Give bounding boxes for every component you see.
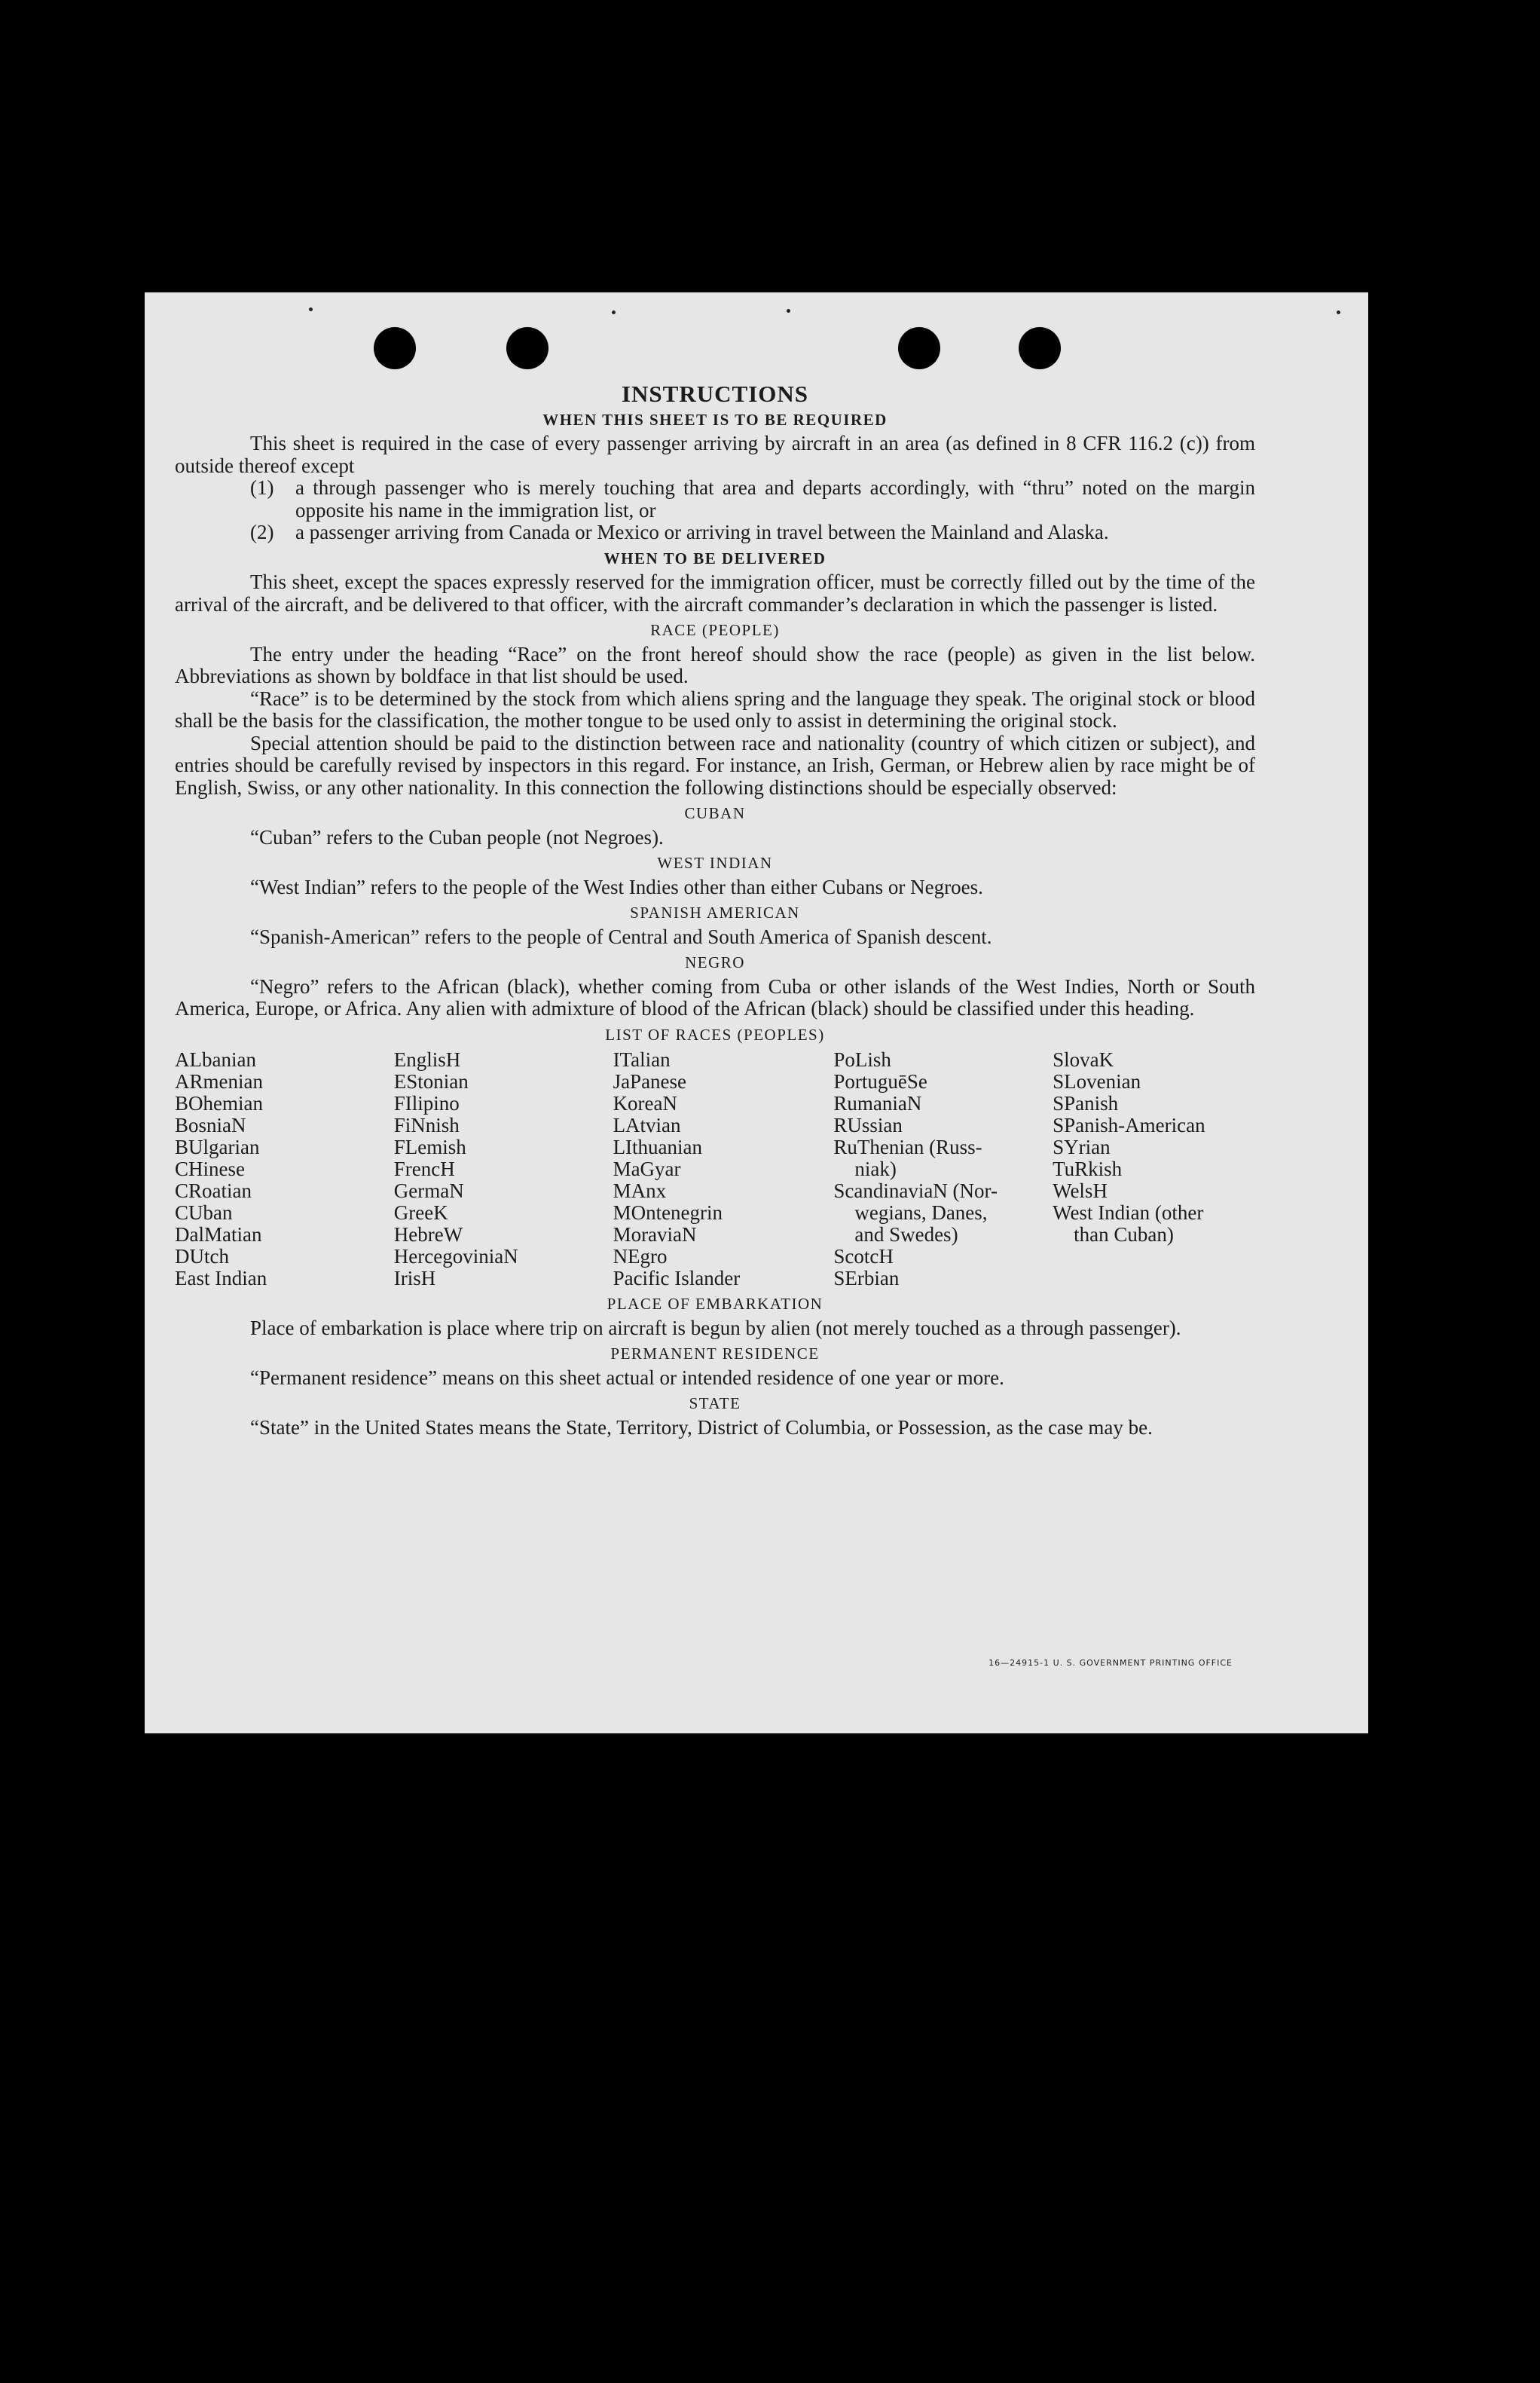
race-entry: BUlgarian bbox=[175, 1136, 260, 1158]
paragraph-cuban: “Cuban” refers to the Cuban people (not Negroes). bbox=[250, 825, 664, 849]
paragraph-negro: “Negro” refers to the African (black), whether coming from Cuba or other islands of the West Indies, North or South America, Europe, or Africa. Any alien with admixture of blood of the African (black) should be classified under this heading. bbox=[175, 974, 1255, 1020]
race-entry: West Indian (other bbox=[1053, 1201, 1204, 1224]
heading-cuban: CUBAN bbox=[684, 804, 746, 822]
race-entry: BOhemian bbox=[175, 1092, 263, 1115]
race-entry: NEgro bbox=[613, 1245, 668, 1268]
race-entry: EnglisH bbox=[393, 1048, 461, 1071]
paragraph-west-indian: “West Indian” refers to the people of the West Indies other than either Cubans or Negroes. bbox=[250, 875, 983, 898]
paragraph-race-3: Special attention should be paid to the distinction between race and nationality (country of which citizen or subject), and entries should be carefully revised by inspectors in this regard. For instance, an Irish, German, or Hebrew alien by race might be of English, Swiss, or any other nationality. In this connection the following distinctions should be especially observed: bbox=[175, 731, 1255, 799]
race-entry: LAtvian bbox=[613, 1114, 681, 1136]
race-entry: ARmenian bbox=[175, 1070, 263, 1093]
race-entry: HercegoviniaN bbox=[393, 1245, 518, 1268]
race-entry: FIlipino bbox=[393, 1092, 460, 1115]
race-entry: DUtch bbox=[175, 1245, 229, 1268]
paragraph-permanent-residence: “Permanent residence” means on this sheet actual or intended residence of one year or more. bbox=[250, 1366, 1004, 1389]
race-entry: SPanish bbox=[1053, 1092, 1119, 1115]
race-column bbox=[175, 1049, 394, 1289]
heading-race: RACE (PEOPLE) bbox=[650, 621, 780, 639]
race-entry: RumaniaN bbox=[833, 1092, 922, 1115]
race-entry: PoLish bbox=[833, 1048, 891, 1071]
race-column bbox=[613, 1049, 834, 1289]
race-entry: SPanish-American bbox=[1053, 1114, 1205, 1136]
race-entry: niak) bbox=[854, 1158, 897, 1180]
instruction-sheet bbox=[145, 292, 1368, 1733]
paragraph-state: “State” in the United States means the State, Territory, District of Columbia, or Possession, as the case may be. bbox=[250, 1415, 1153, 1439]
heading-permanent-residence: PERMANENT RESIDENCE bbox=[610, 1344, 820, 1363]
race-entry: JaPanese bbox=[613, 1070, 687, 1093]
race-entry: SYrian bbox=[1053, 1136, 1111, 1158]
speck bbox=[1337, 310, 1340, 314]
sheet-content bbox=[175, 383, 1255, 1439]
race-entry: MoraviaN bbox=[613, 1223, 697, 1246]
race-entry: CUban bbox=[175, 1201, 233, 1224]
race-column bbox=[1053, 1049, 1255, 1289]
heading-west-indian: WEST INDIAN bbox=[657, 854, 773, 872]
punch-hole bbox=[506, 327, 548, 369]
race-entry: GermaN bbox=[393, 1179, 464, 1202]
race-entry: MOntenegrin bbox=[613, 1201, 723, 1224]
item-text: a passenger arriving from Canada or Mexico or arriving in travel between the Mainland and Alaska. bbox=[295, 521, 1109, 543]
race-entry: FiNnish bbox=[393, 1114, 460, 1136]
speck bbox=[309, 307, 313, 311]
race-entry: and Swedes) bbox=[854, 1223, 958, 1246]
race-entry: TuRkish bbox=[1053, 1158, 1123, 1180]
paragraph-embarkation: Place of embarkation is place where trip on aircraft is begun by alien (not merely touched as a through passenger). bbox=[250, 1316, 1181, 1339]
race-entry: MAnx bbox=[613, 1179, 667, 1202]
race-column bbox=[394, 1049, 613, 1289]
item-text: a through passenger who is merely touching that area and departs accordingly, with “thru” noted on the margin opposite his name in the immigration list, or bbox=[295, 476, 1255, 522]
paragraph-when-required: This sheet is required in the case of every passenger arriving by aircraft in an area (as defined in 8 CFR 116.2 (c)) from outside thereof except bbox=[175, 432, 1255, 477]
race-entry: HebreW bbox=[393, 1223, 463, 1246]
paragraph-spanish-american: “Spanish-American” refers to the people of Central and South America of Spanish descent. bbox=[250, 925, 992, 948]
race-entry: DalMatian bbox=[175, 1223, 262, 1246]
race-entry: BosniaN bbox=[175, 1114, 246, 1136]
page-title: INSTRUCTIONS bbox=[621, 381, 808, 407]
punch-hole bbox=[374, 327, 416, 369]
heading-embarkation: PLACE OF EMBARKATION bbox=[607, 1295, 823, 1313]
race-entry: MaGyar bbox=[613, 1158, 681, 1180]
race-entry: CRoatian bbox=[175, 1179, 252, 1202]
race-entry: EStonian bbox=[393, 1070, 469, 1093]
race-entry: than Cuban) bbox=[1074, 1223, 1174, 1246]
race-entry: SErbian bbox=[833, 1267, 900, 1289]
race-entry: IrisH bbox=[393, 1267, 436, 1289]
printer-imprint: 16—24915-1 U. S. GOVERNMENT PRINTING OFFICE bbox=[988, 1658, 1233, 1668]
race-entry: GreeK bbox=[393, 1201, 448, 1224]
heading-when-delivered: WHEN TO BE DELIVERED bbox=[603, 549, 827, 567]
exception-item bbox=[175, 522, 1255, 544]
race-entry: FLemish bbox=[393, 1136, 466, 1158]
speck bbox=[612, 310, 616, 314]
paragraph-race-2: “Race” is to be determined by the stock from which aliens spring and the language they speak. The original stock or blood shall be the basis for the classification, the mother tongue to be used only to assist in determining the original stock. bbox=[175, 687, 1255, 732]
race-entry: SLovenian bbox=[1053, 1070, 1141, 1093]
race-entry: PortuguēSe bbox=[833, 1070, 927, 1093]
race-entry: FrencH bbox=[393, 1158, 455, 1180]
punch-hole bbox=[898, 327, 940, 369]
race-entry: ScandinaviaN (Nor- bbox=[833, 1179, 998, 1202]
race-list bbox=[175, 1049, 1255, 1289]
race-entry: LIthuanian bbox=[613, 1136, 703, 1158]
punch-hole bbox=[1019, 327, 1061, 369]
race-entry: RUssian bbox=[833, 1114, 903, 1136]
race-entry: RuThenian (Russ- bbox=[833, 1136, 982, 1158]
heading-when-required: WHEN THIS SHEET IS TO BE REQUIRED bbox=[542, 410, 888, 429]
item-number: (1) bbox=[250, 476, 274, 499]
race-entry: CHinese bbox=[175, 1158, 245, 1180]
speck bbox=[787, 309, 790, 313]
paragraph-when-delivered: This sheet, except the spaces expressly reserved for the immigration officer, must be correctly filled out by the time of the arrival of the aircraft, and be delivered to that officer, with the aircraft commander’s declaration in which the passenger is listed. bbox=[175, 571, 1255, 616]
paragraph-race-1: The entry under the heading “Race” on the front hereof should show the race (people) as given in the list below. Abbreviations as shown by boldface in that list should be used. bbox=[175, 642, 1255, 687]
heading-spanish-american: SPANISH AMERICAN bbox=[630, 904, 800, 922]
item-number: (2) bbox=[250, 521, 274, 543]
exception-item bbox=[175, 477, 1255, 522]
race-entry: ScotcH bbox=[833, 1245, 894, 1268]
heading-negro: NEGRO bbox=[685, 953, 745, 971]
race-entry: ITalian bbox=[613, 1048, 671, 1071]
race-entry: wegians, Danes, bbox=[854, 1201, 988, 1224]
heading-state: STATE bbox=[689, 1394, 741, 1412]
race-entry: SlovaK bbox=[1053, 1048, 1114, 1071]
race-entry: KoreaN bbox=[613, 1092, 678, 1115]
race-column bbox=[833, 1049, 1053, 1289]
heading-list-of-races: LIST OF RACES (PEOPLES) bbox=[605, 1025, 825, 1044]
race-entry: ALbanian bbox=[175, 1048, 256, 1071]
race-entry: Pacific Islander bbox=[613, 1267, 741, 1289]
race-entry: WelsH bbox=[1053, 1179, 1108, 1202]
race-entry: East Indian bbox=[175, 1267, 267, 1289]
